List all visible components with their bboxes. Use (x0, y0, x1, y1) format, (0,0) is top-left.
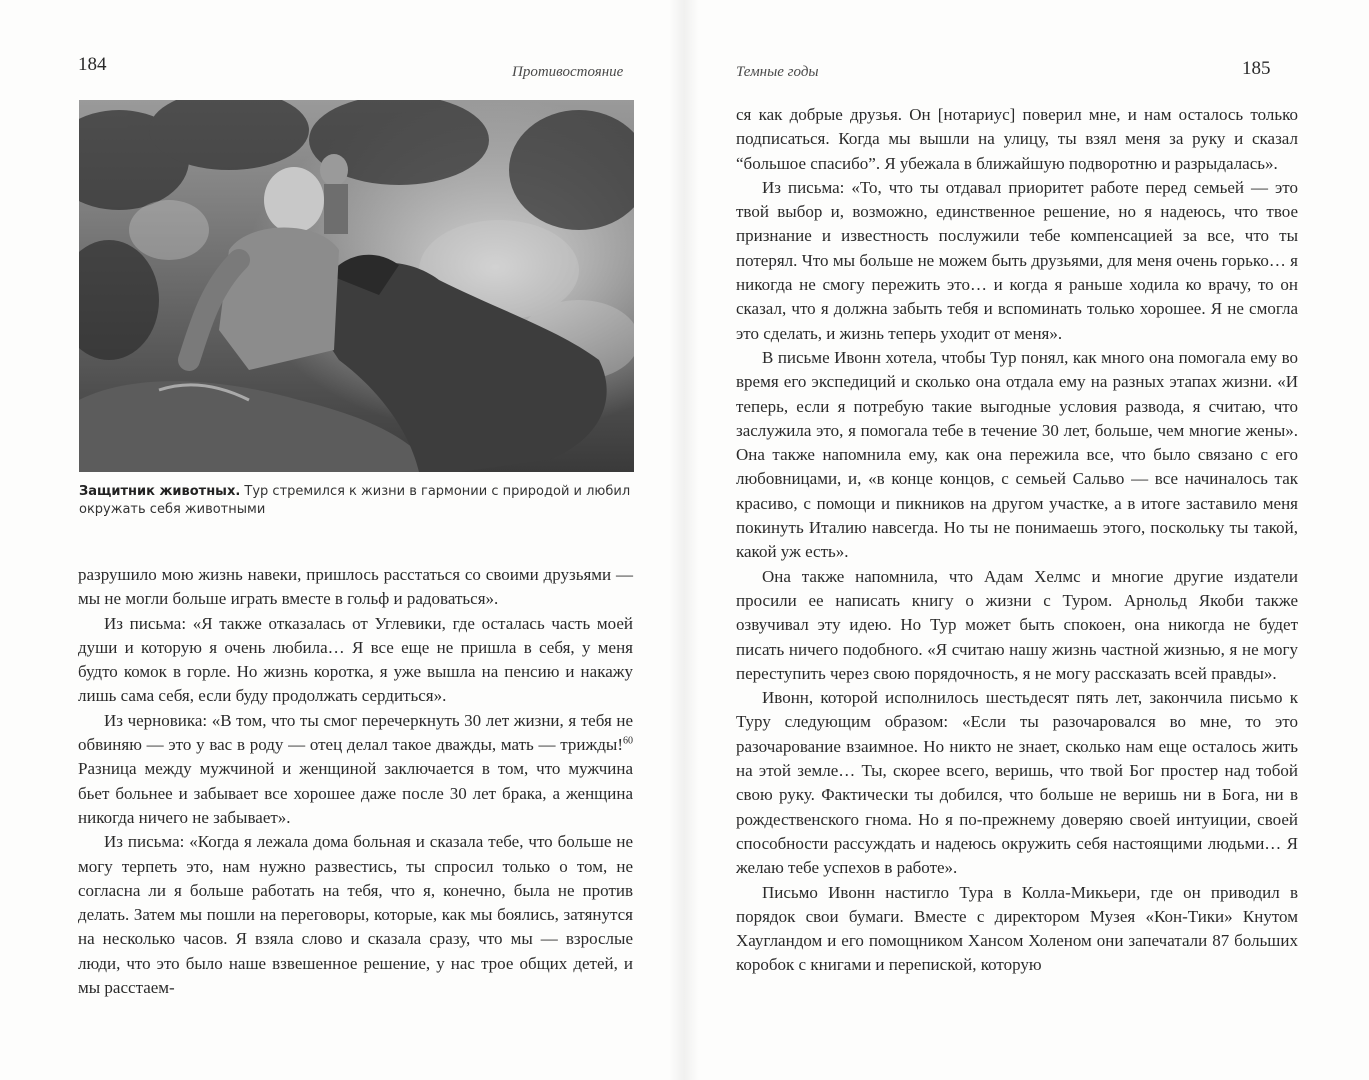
left-body-text (78, 563, 633, 1000)
photo-caption (79, 483, 639, 519)
page-number-right: 185 (1242, 58, 1271, 79)
book-gutter (669, 0, 699, 1080)
running-head-left: Противостояние (512, 64, 624, 80)
paragraph: Из письма: «Когда я лежала дома больная и сказала тебе, что больше не могу терпеть это, нам нужно развестись, ты спросил только о том, не согласна ли я больше работать на тебя, что я, конечно, была не против делать. Затем мы пошли на переговоры, которые, как мы боялись, затянутся на несколько часов. Я взяла слово и сказала сразу, что мы — взрослые люди, что это было наше взвешенное решение, у нас трое общих детей, и мы расстаем- (78, 832, 633, 998)
left-page (0, 0, 684, 1080)
page-number-left: 184 (78, 54, 107, 75)
caption-title: Защитник животных. (79, 484, 241, 499)
paragraph: разрушило мою жизнь навеки, пришлось расстаться со своими друзьями — мы не могли больше играть вместе в гольф и радоваться». (78, 565, 633, 609)
paragraph-part: Разница между мужчиной и женщиной заключается в том, что мужчина бьет больнее и забывает все хорошее даже после 30 лет брака, а женщина никогда ничего не забывает». (78, 759, 633, 827)
paragraph-part: Из черновика: «В том, что ты смог перечеркнуть 30 лет жизни, я тебя не обвиняю — это у вас в роду — отец делал такое дважды, мать — трижды! (78, 710, 633, 755)
running-head-right: Темные годы (736, 64, 819, 80)
paragraph: Она также напомнила, что Адам Хелмс и многие другие издатели просили ее написать книгу о жизни с Туром. Арнольд Якоби также озвучивал эту идею. Но Тур может быть спокоен, она никогда не будет писать ничего подобного. «Я считаю нашу жизнь частной жизнью, я не могу переступить через свою порядочность, я не могу рассказать всей правды». (736, 566, 1298, 683)
right-body-text (736, 103, 1298, 978)
paragraph-with-footnote (78, 709, 633, 830)
paragraph: Письмо Ивонн настигло Тура в Колла-Микьери, где он приводил в порядок свои бумаги. Вместе с директором Музея «Кон-Тики» Кнутом Хаугландом и его помощником Хансом Холеном они запечатали 87 больших коробок с книгами и перепиской, которую (736, 882, 1298, 975)
photo-man-with-donkeys (79, 100, 634, 472)
caption-text: Тур стремился к жизни в гармонии с природой и любил окружать себя животными (79, 484, 631, 517)
paragraph: Из письма: «То, что ты отдавал приоритет работе перед семьей — это твой выбор и, возможно, единственное решение, но я надеюсь, что твое признание и известность послужили тебе компенсацией за все, что ты потерял. Что мы больше не можем быть друзьями, для меня очень горько… я никогда не смогу пережить это… и когда я раньше ходила ко врачу, то он сказал, что я должна забыть тебя и вспоминать только хорошее. Я не смогла это сделать, и жизнь теперь уходит от меня». (736, 177, 1298, 343)
photo-image (79, 100, 634, 472)
paragraph: В письме Ивонн хотела, чтобы Тур понял, как много она помогала ему во время его экспедиций и сколько она отдала ему на разных этапах жизни. «И теперь, если я потребую такие выгодные условия развода, я считаю, что заслужила это, я помогала тебе в течение 30 лет, больше, чем многие жены». Она также напомнила ему, как она пережила все, что было связано с его любовницами, и, «в конце концов, с семьей Сальво — все начиналось так красиво, с помощи и пикников на другом участке, а в итоге заставило меня покинуть Италию навсегда. Но ты не понимаешь этого, поскольку ты такой, какой уж есть». (736, 347, 1298, 562)
paragraph: ся как добрые друзья. Он [нотариус] поверил мне, и нам осталось только подписаться. Когда мы вышли на улицу, ты взял меня за руку и сказал “большое спасибо”. Я убежала в ближайшую подворотню и разрыдалась». (736, 105, 1298, 173)
paragraph: Из письма: «Я также отказалась от Углевики, где осталась часть моей души и которую я очень любила… Я все еще не пришла в себя, у меня будто комок в горле. Но жизнь коротка, я уже вышла на пенсию и накажу лишь сама себя, если буду продолжать сердиться». (78, 613, 633, 706)
right-page (684, 0, 1369, 1080)
footnote-ref[interactable]: 60 (623, 735, 633, 747)
paragraph: Ивонн, которой исполнилось шестьдесят пять лет, закончила письмо к Туру следующим образом: «Если ты разочаровался во мне, то это разочарование взаимное. Но никто не знает, сколько нам еще осталось жить на этой земле… Ты, скорее всего, веришь, что твой Бог простер над тобой свою руку. Фактически ты добился, что больше не веришь ни в Бога, ни в рождественского гнома. Но я по-прежнему доверяю своей интуиции, своей способности рассуждать и надеюсь окружить себя настоящими людьми… Я желаю тебе успехов в работе». (736, 688, 1298, 878)
